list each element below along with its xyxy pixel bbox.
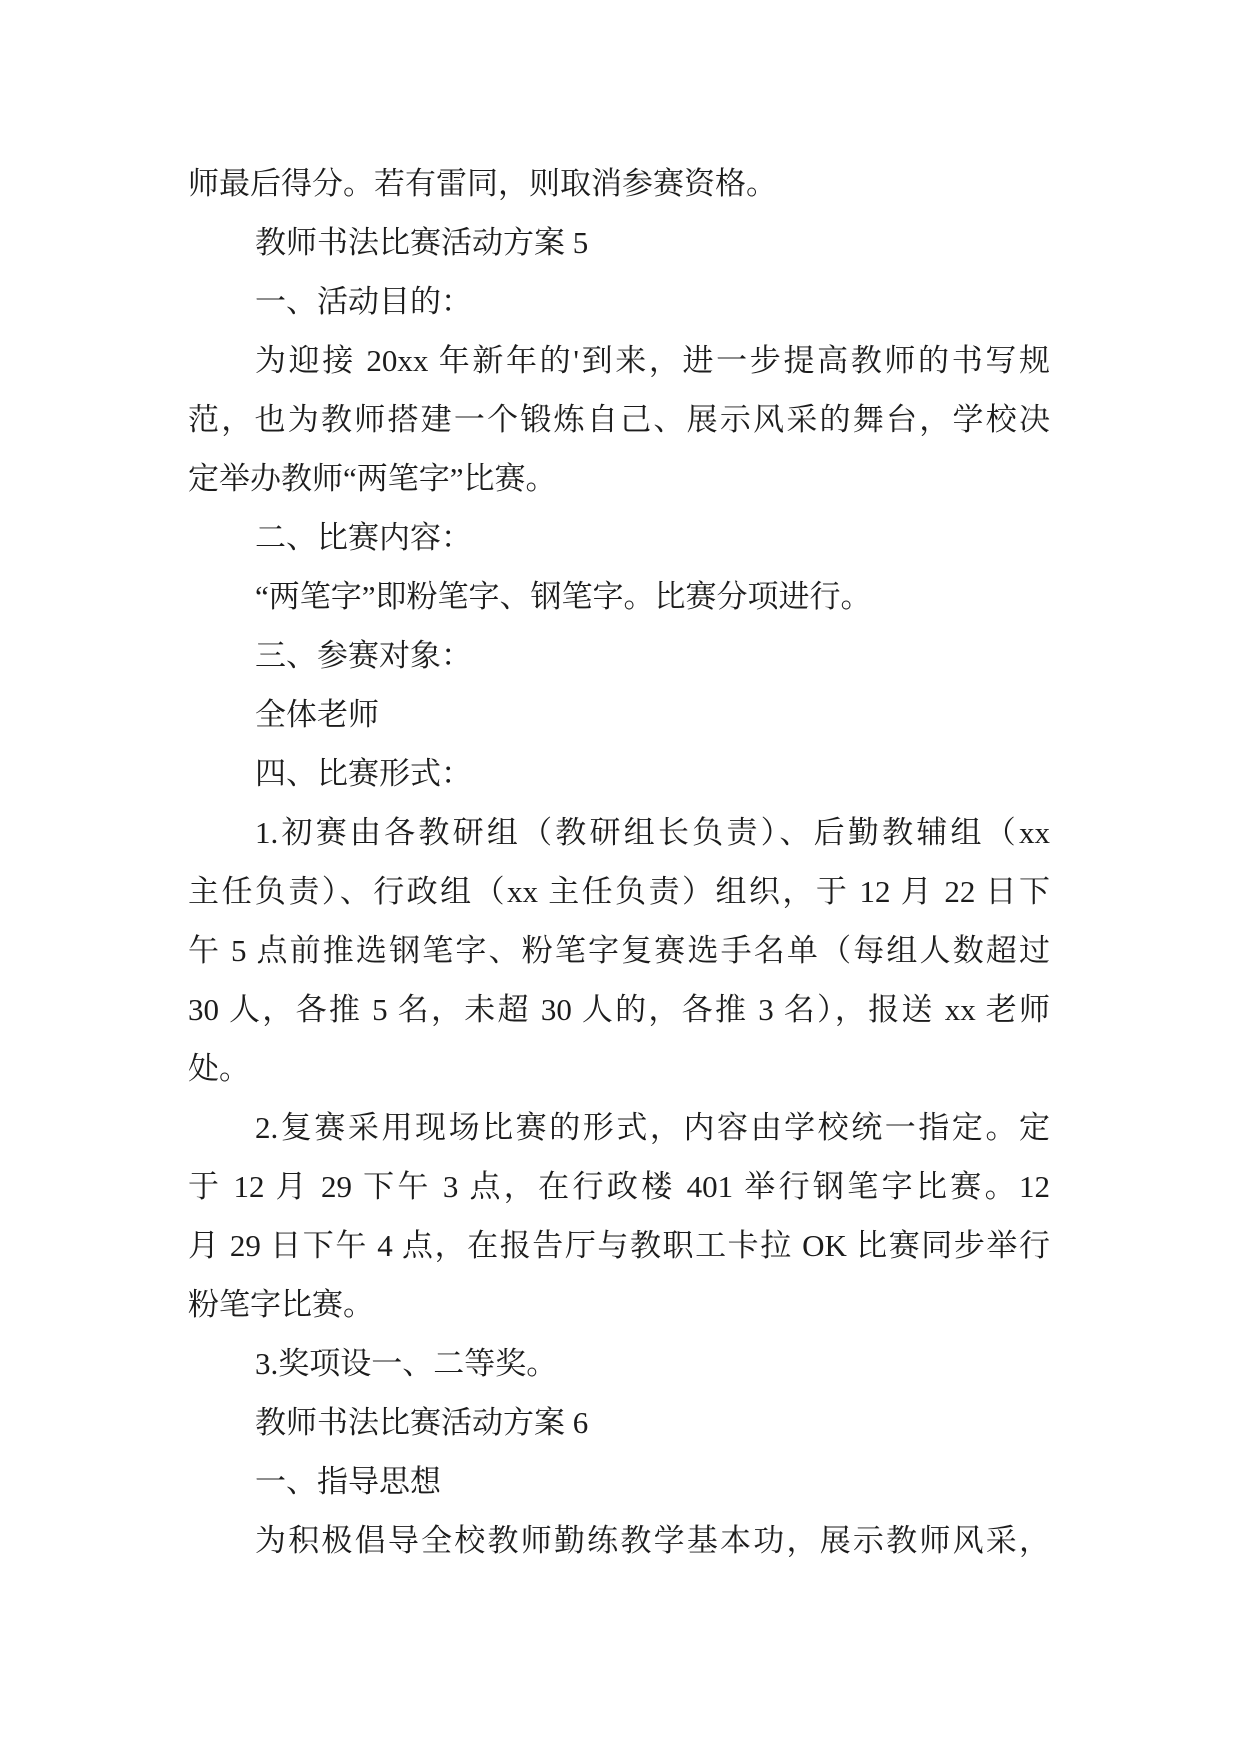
paragraph-line: 全体老师 — [255, 697, 379, 732]
paragraph-line: 1.初赛由各教研组（教研组长负责）、后勤教辅组（xx — [255, 815, 1050, 850]
subsection-heading: 一、指导思想 — [255, 1464, 441, 1499]
subsection-heading: 三、参赛对象： — [255, 638, 472, 673]
paragraph-line: 于 12 月 29 下午 3 点，在行政楼 401 举行钢笔字比赛。12 — [188, 1169, 1050, 1204]
paragraph-line: 处。 — [188, 1051, 250, 1086]
paragraph-line: 30 人，各推 5 名，未超 30 人的，各推 3 名），报送 xx 老师 — [188, 992, 1050, 1027]
paragraph-line: 2.复赛采用现场比赛的形式，内容由学校统一指定。定 — [255, 1110, 1050, 1145]
paragraph-line: 主任负责）、行政组（xx 主任负责）组织，于 12 月 22 日下 — [188, 874, 1050, 909]
paragraph-line: 定举办教师“两笔字”比赛。 — [188, 461, 557, 496]
section-title: 教师书法比赛活动方案 5 — [255, 225, 589, 260]
section-title: 教师书法比赛活动方案 6 — [255, 1405, 589, 1440]
paragraph-line: 为迎接 20xx 年新年的'到来，进一步提高教师的书写规 — [255, 343, 1050, 378]
paragraph-line: 午 5 点前推选钢笔字、粉笔字复赛选手名单（每组人数超过 — [188, 933, 1050, 968]
subsection-heading: 四、比赛形式： — [255, 756, 472, 791]
paragraph-line: 粉笔字比赛。 — [188, 1287, 374, 1322]
paragraph-line: 范，也为教师搭建一个锻炼自己、展示风采的舞台，学校决 — [188, 402, 1050, 437]
subsection-heading: 一、活动目的： — [255, 284, 472, 319]
paragraph-line: 为积极倡导全校教师勤练教学基本功，展示教师风采， — [255, 1523, 1050, 1558]
document-body — [188, 154, 1050, 1570]
paragraph-line: 3.奖项设一、二等奖。 — [255, 1346, 558, 1381]
paragraph-line: “两笔字”即粉笔字、钢笔字。比赛分项进行。 — [255, 579, 872, 614]
paragraph-line: 师最后得分。若有雷同，则取消参赛资格。 — [188, 166, 777, 201]
subsection-heading: 二、比赛内容： — [255, 520, 472, 555]
paragraph-line: 月 29 日下午 4 点，在报告厅与教职工卡拉 OK 比赛同步举行 — [188, 1228, 1050, 1263]
